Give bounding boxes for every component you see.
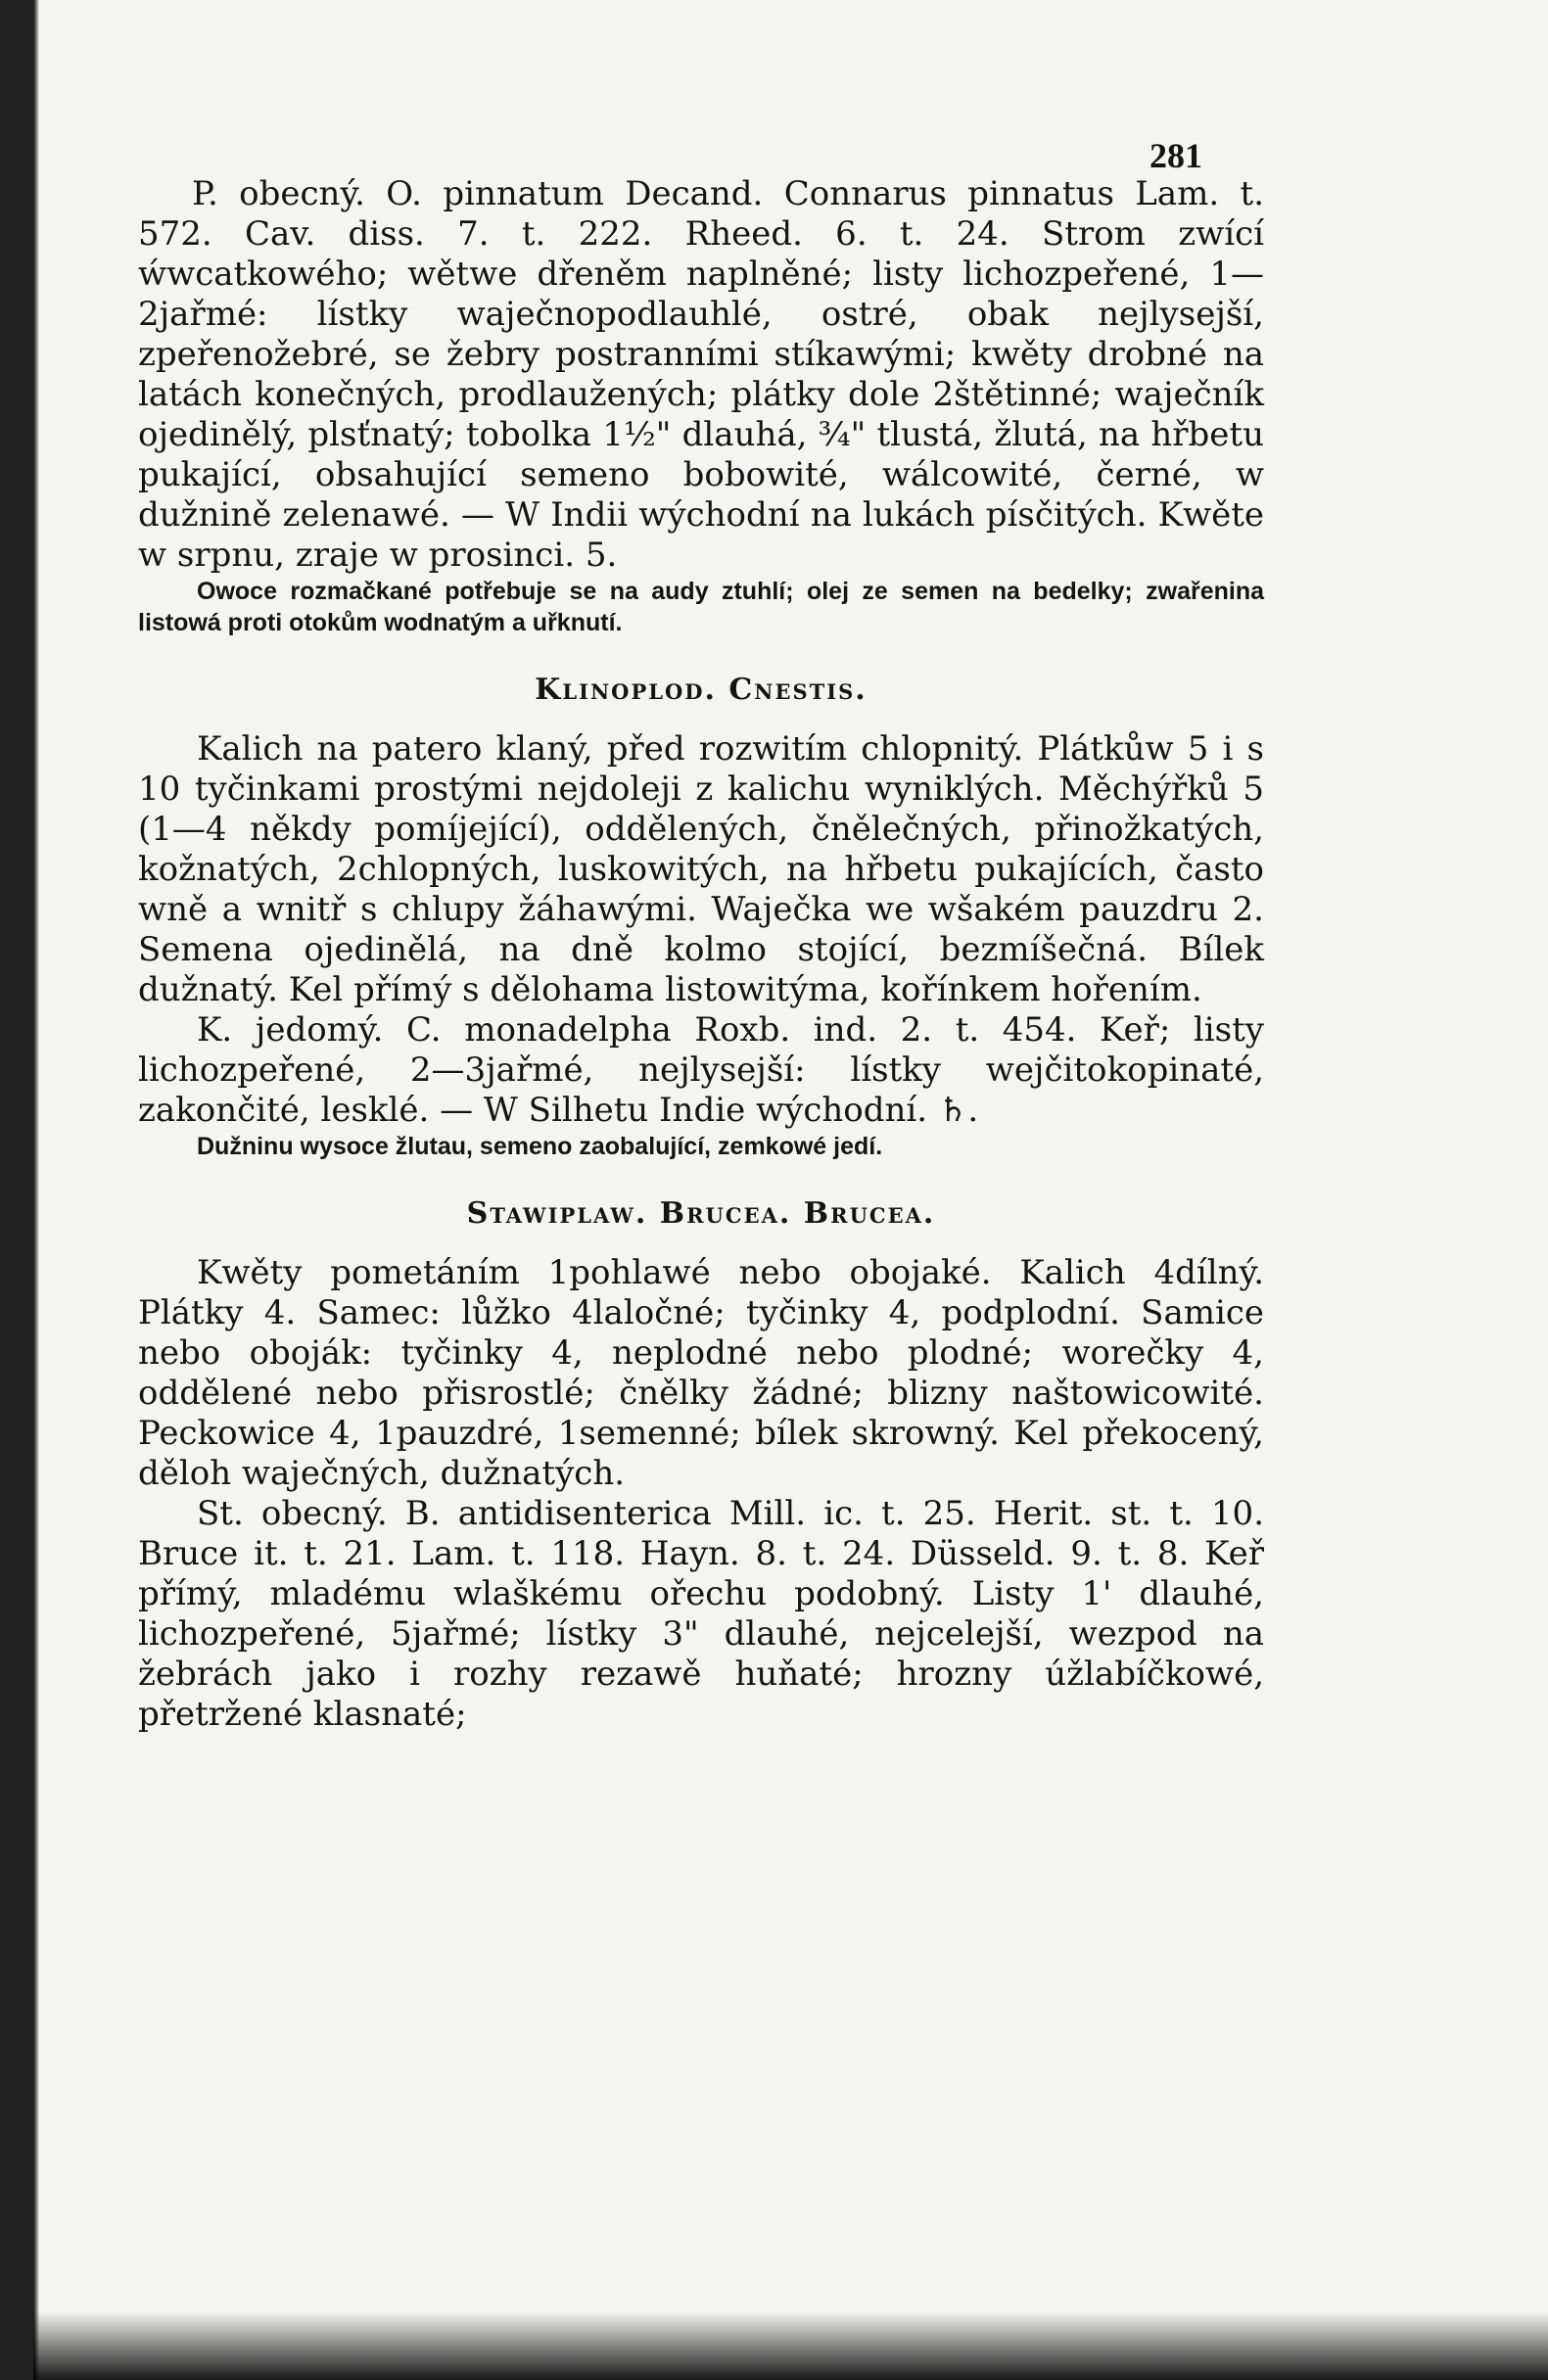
book-page xyxy=(33,0,1548,2380)
entry-paragraph: P. obecný. O. pinnatum Decand. Connarus pinnatus Lam. t. 572. Cav. diss. 7. t. 222. Rheed. 6. t. 24. Strom zwící ẃwcatkowého; wětwe dřeněm naplněné; listy lichozpeřené, 1—2jařmé: lístky waječnopodlauhlé, ostré, obak nejlysejší, zpeřenožebré, se žebry postranními stíkawými; kwěty drobné na latách konečných, prodlaužených; plátky dole 2štětinné; waječník ojedinělý, plsťnatý; tobolka 1½" dlauhá, ¾" tlustá, žlutá, na hřbetu pukající, obsahující semeno bobowité, wálcowité, černé, w dužnině zelenawé. — W Indii wýchodní na lukách písčitých. Kwěte w srpnu, zraje w prosinci. 5. xyxy=(138,174,1264,575)
page-text xyxy=(138,127,1264,1735)
book-gutter xyxy=(0,0,37,2380)
page-bottom-shadow xyxy=(33,2311,1548,2380)
species-entry: K. jedomý. C. monadelpha Roxb. ind. 2. t. 454. Keř; listy lichozpeřené, 2—3jařmé, nejlysejší: lístky wejčitokopinaté, zakončité, lesklé. — W Silhetu Indie wýchodní. ♄. xyxy=(138,1010,1264,1130)
genus-description: Kalich na patero klaný, před rozwitím chlopnitý. Plátkůw 5 i s 10 tyčinkami prostými nejdoleji z kalichu wyniklých. Měchýřků 5 (1—4 někdy pomíjející), oddělených, čnělečných, přinožkatých, kožnatých, 2chlopných, luskowitých, na hřbetu pukajících, často wně a wnitř s chlupy žáhawými. Waječka we wšakém pauzdru 2. Semena ojedinělá, na dně kolmo stojící, bezmíšečná. Bílek dužnatý. Kel přímý s dělohama listowitýma, kořínkem hořením. xyxy=(138,729,1264,1009)
usage-note: Owoce rozmačkané potřebuje se na audy ztuhlí; olej ze semen na bedelky; zwařenina listowá proti otokům wodnatým a uřknutí. xyxy=(138,578,1264,636)
page-number: 281 xyxy=(1149,136,1202,175)
genus-heading: Klinoplod. Cnestis. xyxy=(535,673,868,707)
genus-heading: Stawiplaw. Brucea. Brucea. xyxy=(466,1196,936,1231)
usage-note: Dužninu wysoce žlutau, semeno zaobalující, zemkowé jedí. xyxy=(197,1133,883,1160)
species-entry: St. obecný. B. antidisenterica Mill. ic. t. 25. Herit. st. t. 10. Bruce it. t. 21. Lam. t. 118. Hayn. 8. t. 24. Düsseld. 9. t. 8. Keř přímý, mladému wlaškému ořechu podobný. Listy 1' dlauhé, lichozpeřené, 5jařmé; lístky 3" dlauhé, nejcelejší, wezpod na žebrách jako i rozhy rezawě huňaté; hrozny úžlabíčkowé, přetržené klasnaté; xyxy=(138,1494,1264,1734)
page-fold-shadow xyxy=(33,0,39,2380)
genus-description: Kwěty pometáním 1pohlawé nebo obojaké. Kalich 4dílný. Plátky 4. Samec: lůžko 4laločné; tyčinky 4, podplodní. Samice nebo oboják: tyčinky 4, neplodné nebo plodné; worečky 4, oddělené nebo přisrostlé; čnělky žádné; blizny naštowicowité. Peckowice 4, 1pauzdré, 1semenné; bílek skrowný. Kel překocený, děloh waječných, dužnatých. xyxy=(138,1253,1264,1493)
